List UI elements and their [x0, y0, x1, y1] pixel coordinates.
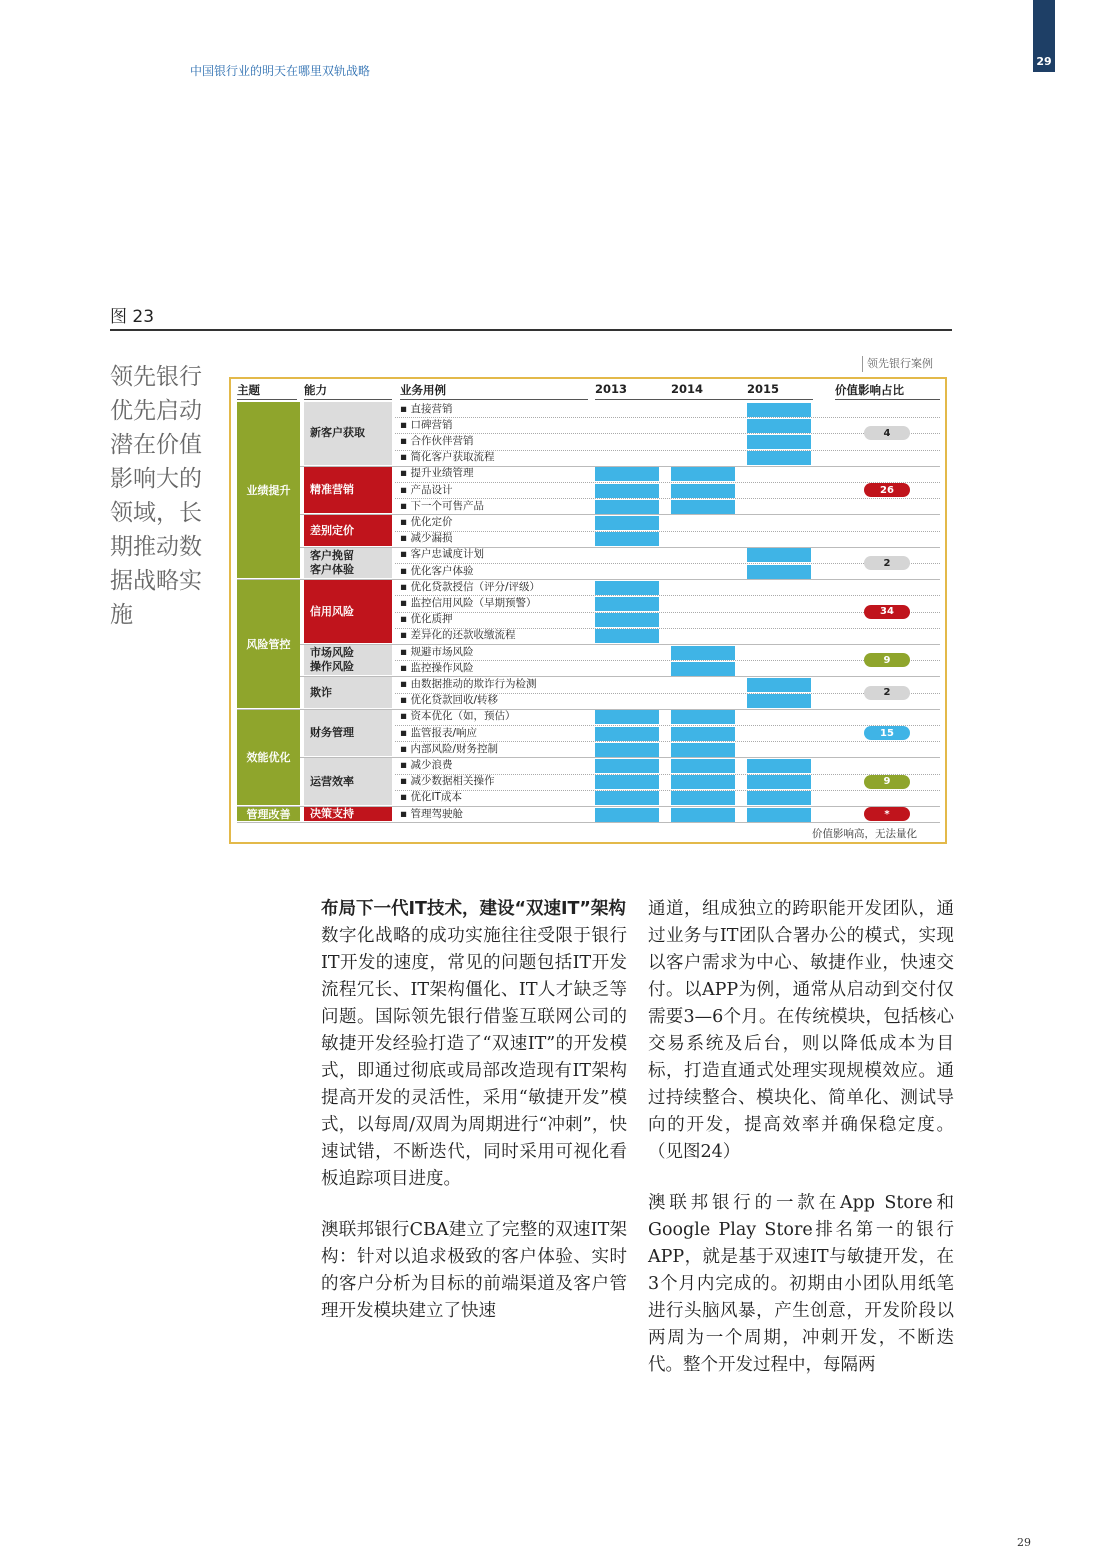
use-case-label: ▪ 优化贷款授信（评分/评级）	[400, 580, 540, 593]
chart-note: 价值影响高，无法量化	[812, 828, 917, 840]
capability-label: 信用风险	[304, 580, 392, 643]
timeline-bar-2013	[595, 613, 659, 627]
theme-label: 效能优化	[237, 710, 300, 805]
value-share-badge: 9	[864, 775, 910, 789]
timeline-bar-2015	[747, 808, 811, 822]
value-share-badge: 9	[864, 653, 910, 667]
article-paragraph: 数字化战略的成功实施往往受限于银行IT开发的速度，常见的问题包括IT开发流程冗长、IT架构僵化、IT人才缺乏等问题。国际领先银行借鉴互联网公司的敏捷开发经验打造了“双速IT”的开发模式，即通过彻底或局部改造现有IT架构提高开发的灵活性，采用“敏捷开发”模式，以每周/双周为周期进行“冲刺”，快速试错，不断迭代，同时采用可视化看板追踪项目进度。	[321, 926, 627, 1189]
column-header-2013: 2013	[595, 382, 628, 396]
capability-label: 欺诈	[304, 677, 392, 707]
page-tab	[1033, 0, 1055, 72]
row-divider	[395, 563, 940, 564]
timeline-bar-2013	[595, 808, 659, 822]
article-paragraph: 澳联邦银行的一款在App Store和Google Play Store排名第一的银行APP，就是基于双速IT与敏捷开发，在3个月内完成的。初期由小团队用纸笔进行头脑风暴，产生创意，开发阶段以两周为一个周期，冲刺开发，不断迭代。整个开发过程中，每隔两	[648, 1193, 954, 1375]
use-case-label: ▪ 监控信用风险（早期预警）	[400, 596, 537, 609]
timeline-bar-2014	[671, 808, 735, 822]
use-case-label: ▪ 优化客户体验	[400, 564, 474, 577]
timeline-bar-2015	[747, 435, 811, 449]
use-case-label: ▪ 产品设计	[400, 483, 453, 496]
column-header-value-share: 价值影响占比	[835, 383, 904, 397]
use-case-label: ▪ 减少浪费	[400, 758, 453, 771]
use-case-label: ▪ 优化质押	[400, 613, 453, 626]
case-tag: 领先银行案例	[862, 356, 933, 372]
use-case-label: ▪ 直接营销	[400, 402, 453, 415]
timeline-bar-2015	[747, 694, 811, 708]
row-divider	[395, 417, 940, 418]
header-underline	[835, 399, 940, 400]
capability-label: 客户挽留 客户体验	[304, 548, 392, 578]
column-header-2015: 2015	[747, 382, 780, 396]
running-header: 中国银行业的明天在哪里双轨战略	[190, 64, 371, 78]
capability-label: 差别定价	[304, 515, 392, 545]
value-share-badge: 26	[864, 483, 910, 497]
use-case-label: ▪ 监控操作风险	[400, 661, 474, 674]
use-case-label: ▪ 客户忠诚度计划	[400, 548, 484, 561]
use-case-label: ▪ 口碑营销	[400, 418, 453, 431]
timeline-bar-2014	[671, 743, 735, 757]
timeline-bar-2015	[747, 548, 811, 562]
use-case-label: ▪ 优化IT成本	[400, 791, 462, 804]
capability-label: 精准营销	[304, 467, 392, 514]
page-tab-number: 29	[1036, 55, 1052, 68]
value-share-badge: *	[864, 807, 910, 821]
value-share-badge: 2	[864, 556, 910, 570]
column-header-2014: 2014	[671, 382, 704, 396]
use-case-label: ▪ 规避市场风险	[400, 645, 474, 658]
timeline-bar-2014	[671, 646, 735, 660]
timeline-bar-2013	[595, 759, 659, 773]
use-case-label: ▪ 内部风险/财务控制	[400, 742, 498, 755]
capability-divider	[237, 822, 940, 823]
use-case-label: ▪ 差异化的还款收缴流程	[400, 629, 516, 642]
timeline-bar-2014	[671, 775, 735, 789]
row-divider	[395, 482, 940, 483]
capability-label: 新客户获取	[304, 402, 392, 465]
timeline-bar-2013	[595, 516, 659, 530]
row-divider	[395, 660, 940, 661]
timeline-bar-2013	[595, 581, 659, 595]
header-underline	[237, 399, 297, 400]
value-share-badge: 15	[864, 726, 910, 740]
article-paragraph: 通道，组成独立的跨职能开发团队，通过业务与IT团队合署办公的模式，实现以客户需求为中心、敏捷作业，快速交付。以APP为例，通常从启动到交付仅需要3—6个月。在传统模块，包括核心交易系统及后台，则以降低成本为目标，打造直通式处理实现规模效应。通过持续整合、模块化、简单化、测试导向的开发，提高效率并确保稳定度。（见图24）	[648, 899, 954, 1162]
timeline-bar-2015	[747, 678, 811, 692]
timeline-bar-2014	[671, 662, 735, 676]
theme-label: 业绩提升	[237, 402, 300, 578]
timeline-bar-2013	[595, 743, 659, 757]
timeline-bar-2015	[747, 791, 811, 805]
use-case-label: ▪ 由数据推动的欺诈行为检测	[400, 677, 537, 690]
timeline-bar-2013	[595, 710, 659, 724]
column-header-theme: 主题	[237, 383, 260, 397]
article-heading: 布局下一代IT技术，建设“双速IT”架构	[321, 899, 626, 919]
timeline-bar-2013	[595, 775, 659, 789]
timeline-bar-2015	[747, 403, 811, 417]
timeline-bar-2013	[595, 791, 659, 805]
timeline-bar-2013	[595, 500, 659, 514]
timeline-bar-2014	[671, 710, 735, 724]
use-case-label: ▪ 优化定价	[400, 515, 453, 528]
use-case-label: ▪ 监管报表/响应	[400, 726, 477, 739]
value-share-badge: 4	[864, 426, 910, 440]
timeline-bar-2013	[595, 532, 659, 546]
timeline-bar-2015	[747, 775, 811, 789]
timeline-bar-2014	[671, 484, 735, 498]
page-number: 29	[1017, 1536, 1031, 1549]
value-share-badge: 2	[864, 686, 910, 700]
capability-label: 决策支持	[304, 807, 392, 821]
row-divider	[395, 790, 940, 791]
capability-label: 市场风险 操作风险	[304, 645, 392, 675]
use-case-label: ▪ 资本优化（如，预估）	[400, 710, 516, 723]
capability-label: 财务管理	[304, 710, 392, 757]
header-underline	[304, 399, 392, 400]
row-divider	[395, 531, 940, 532]
article-paragraph: 澳联邦银行CBA建立了完整的双速IT架构：针对以追求极致的客户体验、实时的客户分析为目标的前端渠道及客户管理开发模块建立了快速	[321, 1220, 627, 1321]
timeline-bar-2014	[671, 500, 735, 514]
timeline-bar-2015	[747, 451, 811, 465]
timeline-bar-2013	[595, 727, 659, 741]
use-case-label: ▪ 提升业绩管理	[400, 467, 474, 480]
timeline-bar-2013	[595, 629, 659, 643]
theme-label: 管理改善	[237, 807, 300, 821]
timeline-bar-2014	[671, 727, 735, 741]
timeline-bar-2014	[671, 467, 735, 481]
timeline-bar-2014	[671, 759, 735, 773]
use-case-label: ▪ 优化贷款回收/转移	[400, 694, 498, 707]
timeline-bar-2015	[747, 565, 811, 579]
figure-label: 图 23	[110, 307, 155, 327]
figure-caption: 领先银行优先启动潜在价值影响大的领域，长期推动数据战略实施	[110, 364, 202, 628]
use-case-label: ▪ 下一个可售产品	[400, 499, 484, 512]
figure-rule	[110, 329, 952, 331]
column-header-use-case: 业务用例	[400, 383, 446, 397]
timeline-bar-2013	[595, 484, 659, 498]
timeline-bar-2015	[747, 419, 811, 433]
article-right-column	[648, 896, 954, 1379]
row-divider	[395, 433, 940, 434]
timeline-bar-2015	[747, 759, 811, 773]
header-underline	[400, 399, 588, 400]
use-case-label: ▪ 合作伙伴营销	[400, 434, 474, 447]
header-underline	[595, 399, 813, 400]
column-header-capability: 能力	[304, 383, 327, 397]
use-case-label: ▪ 简化客户获取流程	[400, 451, 495, 464]
capability-label: 运营效率	[304, 758, 392, 805]
use-case-label: ▪ 管理驾驶舱	[400, 807, 463, 820]
use-case-label: ▪ 减少漏损	[400, 532, 453, 545]
timeline-bar-2013	[595, 467, 659, 481]
value-share-badge: 34	[864, 605, 910, 619]
theme-label: 风险管控	[237, 580, 300, 708]
timeline-bar-2014	[671, 791, 735, 805]
use-case-label: ▪ 减少数据相关操作	[400, 775, 495, 788]
row-divider	[395, 612, 940, 613]
timeline-bar-2013	[595, 597, 659, 611]
article-left-column	[321, 896, 627, 1325]
